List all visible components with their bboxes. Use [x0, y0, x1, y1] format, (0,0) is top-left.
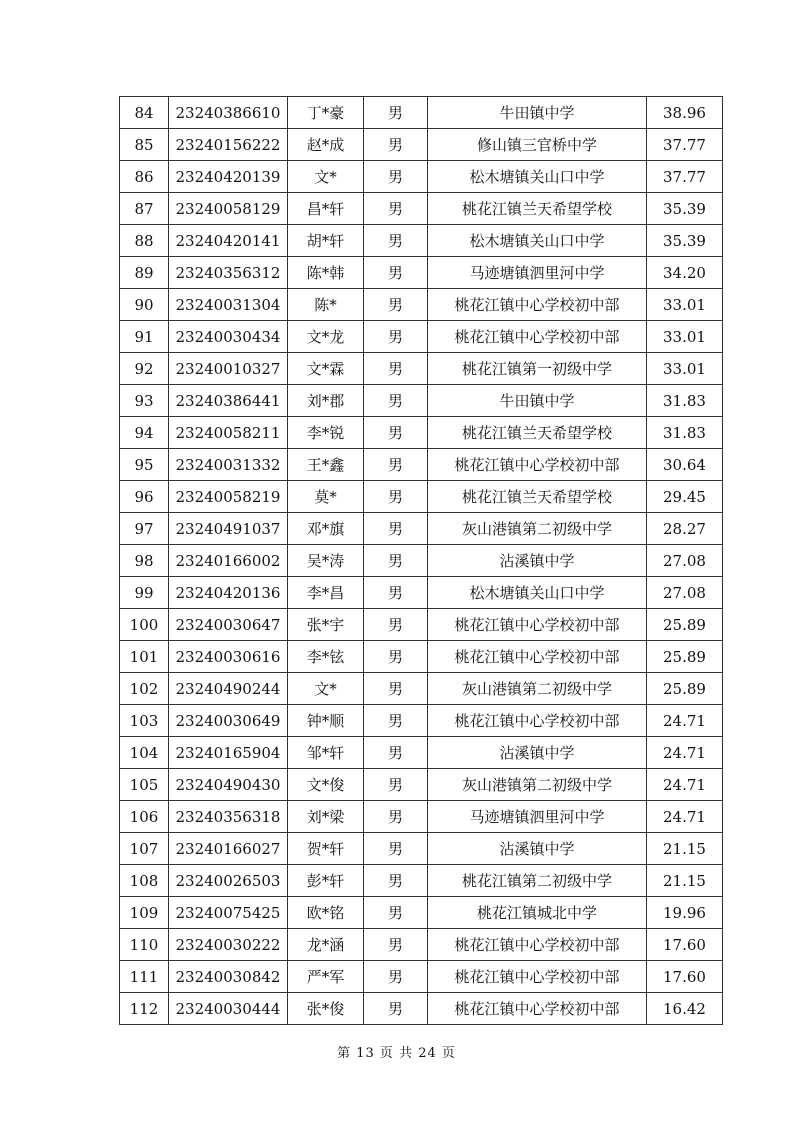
exam-id-cell: 23240075425 — [169, 897, 288, 929]
table-row — [120, 961, 723, 993]
name-cell: 严*军 — [288, 961, 364, 993]
score-cell: 33.01 — [647, 321, 723, 353]
score-cell: 28.27 — [647, 513, 723, 545]
table-row — [120, 865, 723, 897]
school-cell: 桃花江镇城北中学 — [428, 897, 647, 929]
name-cell: 莫* — [288, 481, 364, 513]
rank-cell: 101 — [120, 641, 169, 673]
gender-cell: 男 — [364, 865, 428, 897]
rank-cell: 103 — [120, 705, 169, 737]
gender-cell: 男 — [364, 289, 428, 321]
gender-cell: 男 — [364, 641, 428, 673]
score-cell: 37.77 — [647, 161, 723, 193]
rank-cell: 91 — [120, 321, 169, 353]
gender-cell: 男 — [364, 193, 428, 225]
rank-cell: 95 — [120, 449, 169, 481]
rank-cell: 92 — [120, 353, 169, 385]
name-cell: 彭*轩 — [288, 865, 364, 897]
school-cell: 桃花江镇兰天希望学校 — [428, 193, 647, 225]
school-cell: 桃花江镇中心学校初中部 — [428, 705, 647, 737]
school-cell: 松木塘镇关山口中学 — [428, 161, 647, 193]
exam-id-cell: 23240166027 — [169, 833, 288, 865]
name-cell: 龙*涵 — [288, 929, 364, 961]
gender-cell: 男 — [364, 993, 428, 1025]
table-row — [120, 737, 723, 769]
table-row — [120, 97, 723, 129]
school-cell: 沾溪镇中学 — [428, 737, 647, 769]
gender-cell: 男 — [364, 321, 428, 353]
rank-cell: 86 — [120, 161, 169, 193]
score-cell: 29.45 — [647, 481, 723, 513]
gender-cell: 男 — [364, 449, 428, 481]
name-cell: 文*俊 — [288, 769, 364, 801]
name-cell: 李*铉 — [288, 641, 364, 673]
rank-cell: 111 — [120, 961, 169, 993]
exam-id-cell: 23240030616 — [169, 641, 288, 673]
exam-id-cell: 23240030434 — [169, 321, 288, 353]
gender-cell: 男 — [364, 609, 428, 641]
gender-cell: 男 — [364, 769, 428, 801]
school-cell: 松木塘镇关山口中学 — [428, 225, 647, 257]
exam-id-cell: 23240420141 — [169, 225, 288, 257]
score-cell: 17.60 — [647, 929, 723, 961]
score-cell: 24.71 — [647, 737, 723, 769]
rank-cell: 94 — [120, 417, 169, 449]
rank-cell: 85 — [120, 129, 169, 161]
exam-id-cell: 23240010327 — [169, 353, 288, 385]
rank-cell: 96 — [120, 481, 169, 513]
score-cell: 35.39 — [647, 193, 723, 225]
name-cell: 张*俊 — [288, 993, 364, 1025]
rank-cell: 97 — [120, 513, 169, 545]
table-row — [120, 481, 723, 513]
exam-id-cell: 23240031332 — [169, 449, 288, 481]
name-cell: 邹*轩 — [288, 737, 364, 769]
table-row — [120, 417, 723, 449]
school-cell: 马迹塘镇泗里河中学 — [428, 257, 647, 289]
name-cell: 文*霖 — [288, 353, 364, 385]
name-cell: 文*龙 — [288, 321, 364, 353]
school-cell: 松木塘镇关山口中学 — [428, 577, 647, 609]
score-cell: 27.08 — [647, 545, 723, 577]
name-cell: 胡*轩 — [288, 225, 364, 257]
rank-cell: 87 — [120, 193, 169, 225]
gender-cell: 男 — [364, 353, 428, 385]
table-row — [120, 833, 723, 865]
table-row — [120, 257, 723, 289]
score-cell: 21.15 — [647, 865, 723, 897]
table-row — [120, 801, 723, 833]
rank-cell: 110 — [120, 929, 169, 961]
gender-cell: 男 — [364, 481, 428, 513]
table-row — [120, 993, 723, 1025]
rank-cell: 109 — [120, 897, 169, 929]
school-cell: 灰山港镇第二初级中学 — [428, 769, 647, 801]
rank-cell: 107 — [120, 833, 169, 865]
gender-cell: 男 — [364, 129, 428, 161]
table-row — [120, 129, 723, 161]
school-cell: 桃花江镇第一初级中学 — [428, 353, 647, 385]
rank-cell: 99 — [120, 577, 169, 609]
table-row — [120, 449, 723, 481]
name-cell: 赵*成 — [288, 129, 364, 161]
school-cell: 修山镇三官桥中学 — [428, 129, 647, 161]
score-cell: 24.71 — [647, 801, 723, 833]
school-cell: 桃花江镇兰天希望学校 — [428, 417, 647, 449]
school-cell: 桃花江镇中心学校初中部 — [428, 993, 647, 1025]
name-cell: 文* — [288, 161, 364, 193]
gender-cell: 男 — [364, 161, 428, 193]
score-cell: 31.83 — [647, 417, 723, 449]
table-row — [120, 225, 723, 257]
school-cell: 桃花江镇第二初级中学 — [428, 865, 647, 897]
name-cell: 李*锐 — [288, 417, 364, 449]
school-cell: 桃花江镇中心学校初中部 — [428, 449, 647, 481]
score-cell: 16.42 — [647, 993, 723, 1025]
table-row — [120, 289, 723, 321]
score-cell: 19.96 — [647, 897, 723, 929]
table-row — [120, 705, 723, 737]
score-cell: 24.71 — [647, 769, 723, 801]
rank-cell: 102 — [120, 673, 169, 705]
exam-id-cell: 23240030649 — [169, 705, 288, 737]
exam-id-cell: 23240420139 — [169, 161, 288, 193]
school-cell: 桃花江镇中心学校初中部 — [428, 609, 647, 641]
table-row — [120, 673, 723, 705]
name-cell: 贺*轩 — [288, 833, 364, 865]
gender-cell: 男 — [364, 545, 428, 577]
rank-cell: 100 — [120, 609, 169, 641]
score-cell: 34.20 — [647, 257, 723, 289]
score-cell: 25.89 — [647, 609, 723, 641]
name-cell: 李*昌 — [288, 577, 364, 609]
exam-id-cell: 23240165904 — [169, 737, 288, 769]
name-cell: 丁*豪 — [288, 97, 364, 129]
table-row — [120, 353, 723, 385]
score-cell: 37.77 — [647, 129, 723, 161]
rank-cell: 112 — [120, 993, 169, 1025]
school-cell: 桃花江镇中心学校初中部 — [428, 321, 647, 353]
school-cell: 桃花江镇中心学校初中部 — [428, 961, 647, 993]
school-cell: 桃花江镇中心学校初中部 — [428, 289, 647, 321]
name-cell: 刘*郡 — [288, 385, 364, 417]
table-row — [120, 161, 723, 193]
score-cell: 25.89 — [647, 641, 723, 673]
results-table — [119, 96, 723, 1025]
gender-cell: 男 — [364, 257, 428, 289]
exam-id-cell: 23240026503 — [169, 865, 288, 897]
results-table-body — [120, 97, 723, 1025]
name-cell: 陈* — [288, 289, 364, 321]
exam-id-cell: 23240356312 — [169, 257, 288, 289]
gender-cell: 男 — [364, 97, 428, 129]
gender-cell: 男 — [364, 577, 428, 609]
table-row — [120, 513, 723, 545]
school-cell: 桃花江镇兰天希望学校 — [428, 481, 647, 513]
table-row — [120, 929, 723, 961]
exam-id-cell: 23240030647 — [169, 609, 288, 641]
score-cell: 35.39 — [647, 225, 723, 257]
name-cell: 昌*轩 — [288, 193, 364, 225]
gender-cell: 男 — [364, 961, 428, 993]
gender-cell: 男 — [364, 225, 428, 257]
table-row — [120, 321, 723, 353]
score-cell: 33.01 — [647, 353, 723, 385]
name-cell: 张*宇 — [288, 609, 364, 641]
school-cell: 牛田镇中学 — [428, 385, 647, 417]
school-cell: 沾溪镇中学 — [428, 545, 647, 577]
exam-id-cell: 23240058129 — [169, 193, 288, 225]
school-cell: 马迹塘镇泗里河中学 — [428, 801, 647, 833]
rank-cell: 88 — [120, 225, 169, 257]
gender-cell: 男 — [364, 929, 428, 961]
rank-cell: 93 — [120, 385, 169, 417]
exam-id-cell: 23240166002 — [169, 545, 288, 577]
name-cell: 王*鑫 — [288, 449, 364, 481]
gender-cell: 男 — [364, 833, 428, 865]
name-cell: 邓*旗 — [288, 513, 364, 545]
gender-cell: 男 — [364, 385, 428, 417]
table-row — [120, 641, 723, 673]
rank-cell: 104 — [120, 737, 169, 769]
gender-cell: 男 — [364, 801, 428, 833]
score-cell: 33.01 — [647, 289, 723, 321]
table-row — [120, 609, 723, 641]
exam-id-cell: 23240058211 — [169, 417, 288, 449]
exam-id-cell: 23240420136 — [169, 577, 288, 609]
rank-cell: 90 — [120, 289, 169, 321]
exam-id-cell: 23240030842 — [169, 961, 288, 993]
name-cell: 吴*涛 — [288, 545, 364, 577]
page-footer: 第 13 页 共 24 页 — [337, 1046, 456, 1061]
table-row — [120, 769, 723, 801]
rank-cell: 106 — [120, 801, 169, 833]
score-cell: 17.60 — [647, 961, 723, 993]
score-cell: 24.71 — [647, 705, 723, 737]
exam-id-cell: 23240030222 — [169, 929, 288, 961]
rank-cell: 98 — [120, 545, 169, 577]
rank-cell: 89 — [120, 257, 169, 289]
exam-id-cell: 23240386441 — [169, 385, 288, 417]
school-cell: 桃花江镇中心学校初中部 — [428, 929, 647, 961]
score-cell: 25.89 — [647, 673, 723, 705]
exam-id-cell: 23240058219 — [169, 481, 288, 513]
gender-cell: 男 — [364, 897, 428, 929]
school-cell: 牛田镇中学 — [428, 97, 647, 129]
name-cell: 陈*韩 — [288, 257, 364, 289]
exam-id-cell: 23240356318 — [169, 801, 288, 833]
exam-id-cell: 23240156222 — [169, 129, 288, 161]
rank-cell: 84 — [120, 97, 169, 129]
exam-id-cell: 23240386610 — [169, 97, 288, 129]
school-cell: 灰山港镇第二初级中学 — [428, 673, 647, 705]
rank-cell: 108 — [120, 865, 169, 897]
score-cell: 30.64 — [647, 449, 723, 481]
exam-id-cell: 23240030444 — [169, 993, 288, 1025]
gender-cell: 男 — [364, 737, 428, 769]
exam-id-cell: 23240031304 — [169, 289, 288, 321]
gender-cell: 男 — [364, 705, 428, 737]
score-cell: 27.08 — [647, 577, 723, 609]
name-cell: 文* — [288, 673, 364, 705]
rank-cell: 105 — [120, 769, 169, 801]
table-row — [120, 193, 723, 225]
exam-id-cell: 23240490430 — [169, 769, 288, 801]
table-row — [120, 385, 723, 417]
exam-id-cell: 23240491037 — [169, 513, 288, 545]
table-row — [120, 577, 723, 609]
school-cell: 沾溪镇中学 — [428, 833, 647, 865]
gender-cell: 男 — [364, 417, 428, 449]
table-row — [120, 545, 723, 577]
table-row — [120, 897, 723, 929]
gender-cell: 男 — [364, 513, 428, 545]
school-cell: 灰山港镇第二初级中学 — [428, 513, 647, 545]
gender-cell: 男 — [364, 673, 428, 705]
name-cell: 刘*梁 — [288, 801, 364, 833]
score-cell: 21.15 — [647, 833, 723, 865]
school-cell: 桃花江镇中心学校初中部 — [428, 641, 647, 673]
score-cell: 38.96 — [647, 97, 723, 129]
score-cell: 31.83 — [647, 385, 723, 417]
exam-id-cell: 23240490244 — [169, 673, 288, 705]
name-cell: 钟*顺 — [288, 705, 364, 737]
name-cell: 欧*铭 — [288, 897, 364, 929]
